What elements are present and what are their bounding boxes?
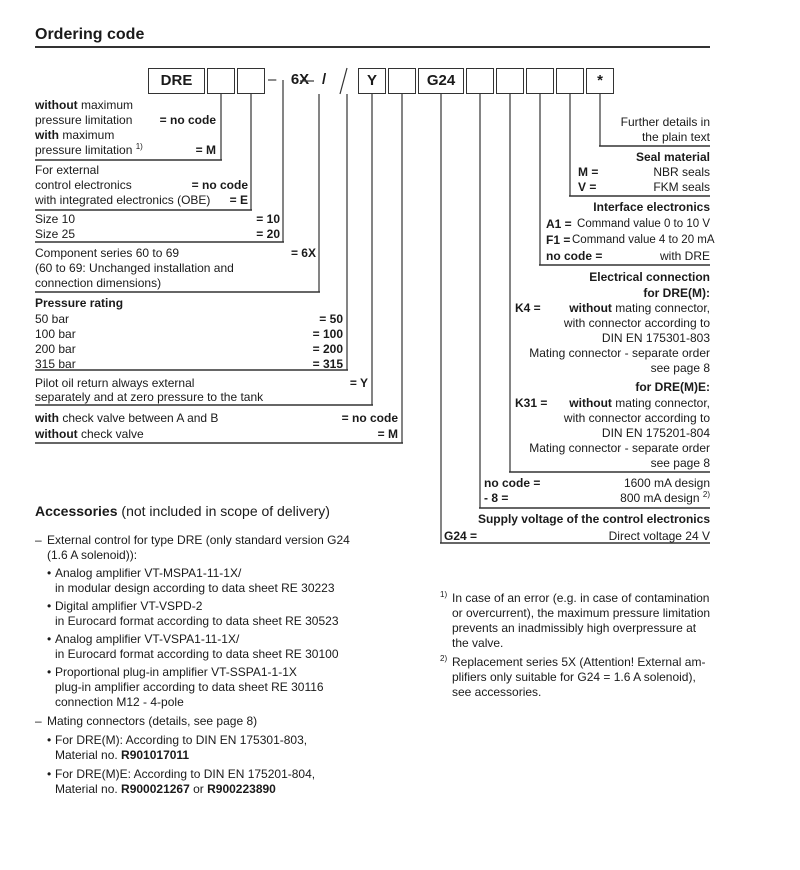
supply-label: Direct voltage 24 V [608,529,710,543]
mating-dre-me-line-1: For DRE(M)E: According to DIN EN 175201-804, [55,767,316,781]
bullet: • [47,566,52,580]
series-label: Component series 60 to 69 [35,246,180,260]
external-line-2: (1.6 A solenoid)): [47,548,138,562]
k31-line-3: DIN EN 175201-804 [601,426,710,440]
mating-dre-m-line-2: Material no. R901017011 [55,748,190,762]
footnote-2-line-2: plifiers only suitable for G24 = 1.6 A solenoid), [452,670,696,684]
f1-code: F1 = [546,233,571,247]
mating-title: Mating connectors (details, see page 8) [47,714,258,728]
code-box-pilot: Y [358,68,386,94]
control-electronics-label: control electronics [35,178,132,192]
check-valve-with: with check valve between A and B [35,411,219,425]
a1-label: Command value 0 to 10 V [577,218,710,230]
seal-v-label: FKM seals [653,180,710,194]
design-800: 800 mA design $^{2)}$ [620,490,710,505]
mating-dre-me-line-2: Material no. R900021267 or R900223890 [55,782,276,796]
code-box-further: * [586,68,614,94]
code-separator: – [268,71,277,88]
k4-code: K4 = [515,301,541,315]
footnote-2-mark: 2) [440,654,448,663]
without-max-label: without maximum [35,98,133,112]
k4-line-3: DIN EN 175301-803 [601,331,710,345]
series-code: = 6X [290,246,316,260]
mating-dre-m-line-1: For DRE(M): According to DIN EN 175301-803, [55,733,308,747]
pressure-limit-line-2: pressure limitation $^{1)}$ [35,142,143,157]
footnote-2-line-3: see accessories. [452,685,542,699]
plain-text: the plain text [641,130,710,144]
k31-line-5: see page 8 [650,456,710,470]
rating-code: = 200 [312,342,343,356]
accessory-item-line-2: plug-in amplifier according to data sheet RE 30116 [55,680,324,694]
size-10-code: = 10 [256,212,280,226]
seal-v-code: V = [578,180,597,194]
accessory-item-line-2: in modular design according to data sheet RE 30223 [55,581,335,595]
k4-line-1: without mating connector, [569,301,710,315]
footnote-1-mark: 1) [440,590,448,599]
external-dash: – [35,533,42,547]
design-m8-code: - 8 = [484,491,509,505]
k31-line-2: with connector according to [563,411,710,425]
pilot-code: = Y [349,376,368,390]
mating-dash: – [35,714,42,728]
accessory-item-line-1: Analog amplifier VT-VSPA1-11-1X/ [55,632,240,646]
footnote-1-line-3: prevents an inadmissibly high overpressure at [452,621,697,635]
supply-code: G24 = [444,529,478,543]
seal-m-code: M = [578,165,599,179]
with-max-label: with maximum [35,128,115,142]
pilot-label: Pilot oil return always external [35,376,195,390]
k31-code: K31 = [515,396,548,410]
size-25-label: Size 25 [35,227,76,241]
footnote-1-line-2: or overcurrent), the maximum pressure limitation [452,606,711,620]
pilot-note: separately and at zero pressure to the tank [35,390,264,404]
code-m-pressure: = M [195,143,216,157]
accessory-item-line-3: connection M12 - 4-pole [55,695,184,709]
dre-m-label: for DRE(M): [643,286,710,300]
k4-line-4: Mating connector - separate order [529,346,710,360]
k4-line-5: see page 8 [650,361,710,375]
k31-line-1: without mating connector, [569,396,710,410]
further-details: Further details in [620,115,710,129]
dre-me-label: for DRE(M)E: [635,380,710,394]
rating-label: 100 bar [35,327,76,341]
accessory-item-line-1: Digital amplifier VT-VSPD-2 [55,599,203,613]
size-25-code: = 20 [256,227,280,241]
accessories-title: Accessories (not included in scope of delivery) [35,503,330,519]
code-box-series: 6X [290,71,310,88]
obe-label: with integrated electronics (OBE) [35,193,211,207]
interface-no-code: no code = [546,249,603,263]
external-label: For external [35,163,100,177]
rating-label: 50 bar [35,312,70,326]
footnote-1-line-4: the valve. [452,636,504,650]
rating-label: 315 bar [35,357,76,371]
size-10-label: Size 10 [35,212,76,226]
bullet: • [47,665,52,679]
seal-m-label: NBR seals [653,165,710,179]
external-line-1: External control for type DRE (only standard version G24 [47,533,350,547]
series-note-1: (60 to 69: Unchanged installation and [35,261,234,275]
code-box-supply: G24 [418,68,464,94]
check-valve-m: = M [377,427,398,441]
a1-code: A1 = [546,217,572,231]
bullet: • [47,733,52,747]
electrical-title: Electrical connection [589,270,710,284]
accessory-item-line-1: Analog amplifier VT-MSPA1-11-1X/ [55,566,242,580]
supply-title: Supply voltage of the control electronics [477,512,710,526]
pressure-rating-title: Pressure rating [35,296,124,310]
interface-title: Interface electronics [593,200,710,214]
code-box-dre: DRE [148,68,205,94]
rating-code: = 100 [312,327,343,341]
interface-no-code-label: with DRE [659,249,710,263]
rating-code: = 50 [319,312,343,326]
k31-line-4: Mating connector - separate order [529,441,710,455]
code-slash: / [322,71,327,88]
bullet: • [47,767,52,781]
seal-title: Seal material [635,150,710,164]
accessory-item-line-2: in Eurocard format according to data sheet RE 30523 [55,614,339,628]
check-valve-no-code: = no code [341,411,398,425]
rating-code: = 315 [312,357,343,371]
rating-label: 200 bar [35,342,76,356]
design-no-code: no code = [484,476,541,490]
check-valve-without: without check valve [35,427,144,441]
bullet: • [47,632,52,646]
f1-label: Command value 4 to 20 mA [572,234,715,246]
footnote-2-line-1: Replacement series 5X (Attention! External am- [452,655,706,669]
footnote-1-line-1: In case of an error (e.g. in case of contamination [452,591,710,605]
k4-line-2: with connector according to [563,316,710,330]
accessory-item-line-2: in Eurocard format according to data sheet RE 30100 [55,647,339,661]
no-code-pressure: = no code [159,113,216,127]
page-title: Ordering code [35,26,145,43]
no-code-electronics: = no code [191,178,248,192]
pressure-limit-line: pressure limitation [35,113,133,127]
accessory-item-line-1: Proportional plug-in amplifier VT-SSPA1-1-1X [55,665,297,679]
series-note-2: connection dimensions) [35,276,162,290]
design-1600: 1600 mA design [623,476,710,490]
code-e: = E [229,193,248,207]
bullet: • [47,599,52,613]
